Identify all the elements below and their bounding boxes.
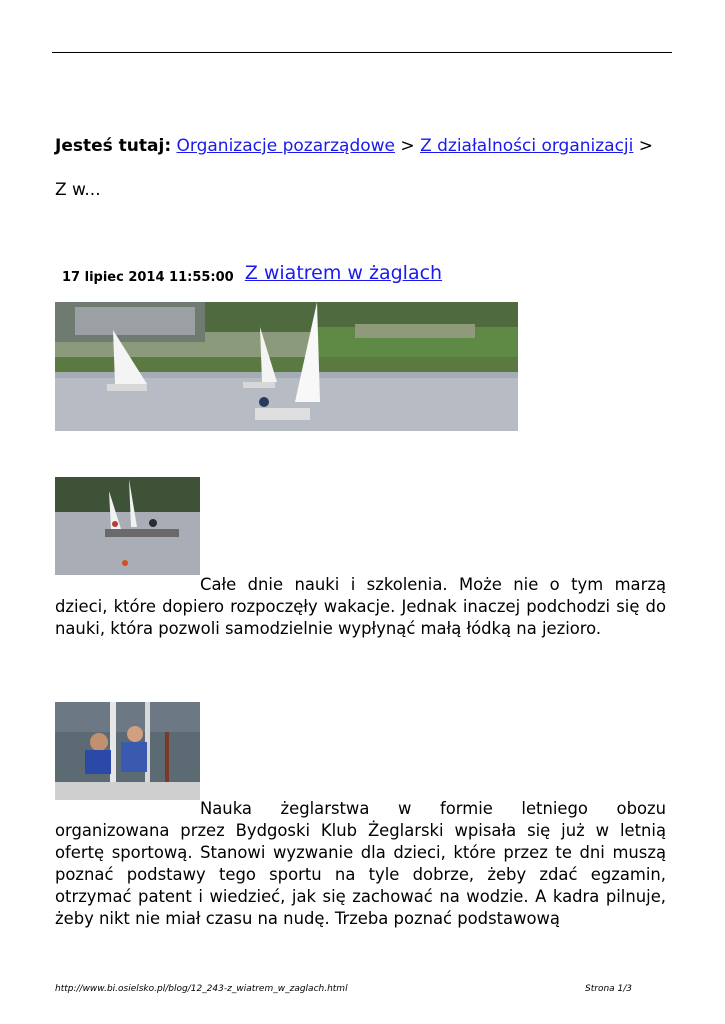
banner-photo xyxy=(55,302,518,431)
footer-url: http://www.bi.osielsko.pl/blog/12_243-z_wiatrem_w_zaglach.html xyxy=(55,984,348,994)
breadcrumb-link-activities[interactable]: Z działalności organizacji xyxy=(420,136,634,156)
article-meta xyxy=(62,264,442,286)
article-title-link[interactable]: Z wiatrem w żaglach xyxy=(244,262,443,284)
header-rule xyxy=(52,52,672,53)
breadcrumb-separator: > xyxy=(400,136,415,156)
breadcrumb xyxy=(55,136,653,156)
breadcrumb-label: Jesteś tutaj: xyxy=(55,136,172,156)
footer-page-number: Strona 1/3 xyxy=(585,984,633,994)
article-paragraph-1: Całe dnie nauki i szkolenia. Może nie o tym marzą dzieci, które dopiero rozpoczęły wakacje. Jednak inaczej podchodzi się do nauki, która pozwoli samodzielnie wypłynąć małą łódką na jezioro. xyxy=(55,575,666,638)
breadcrumb-link-organizations[interactable]: Organizacje pozarządowe xyxy=(176,136,395,156)
article-date: 17 lipiec 2014 11:55:00 xyxy=(62,270,234,285)
article-photo-2 xyxy=(55,702,200,800)
current-page-short-title: Z w... xyxy=(55,180,101,200)
breadcrumb-separator: > xyxy=(638,136,654,156)
article-photo-1 xyxy=(55,477,200,575)
article-paragraph-2: Nauka żeglarstwa w formie letniego obozu organizowana przez Bydgoski Klub Żeglarski wpisała się już w letnią ofertę sportową. Stanowi wyzwanie dla dzieci, które przez te dni muszą poznać podstawy tego sportu na tyle dobrze, żeby zdać egzamin, otrzymać patent i wiedzieć, jak się zachować na wodzie. A kadra pilnuje, żeby nikt nie miał czasu na nudę. Trzeba poznać podstawową xyxy=(55,799,666,928)
